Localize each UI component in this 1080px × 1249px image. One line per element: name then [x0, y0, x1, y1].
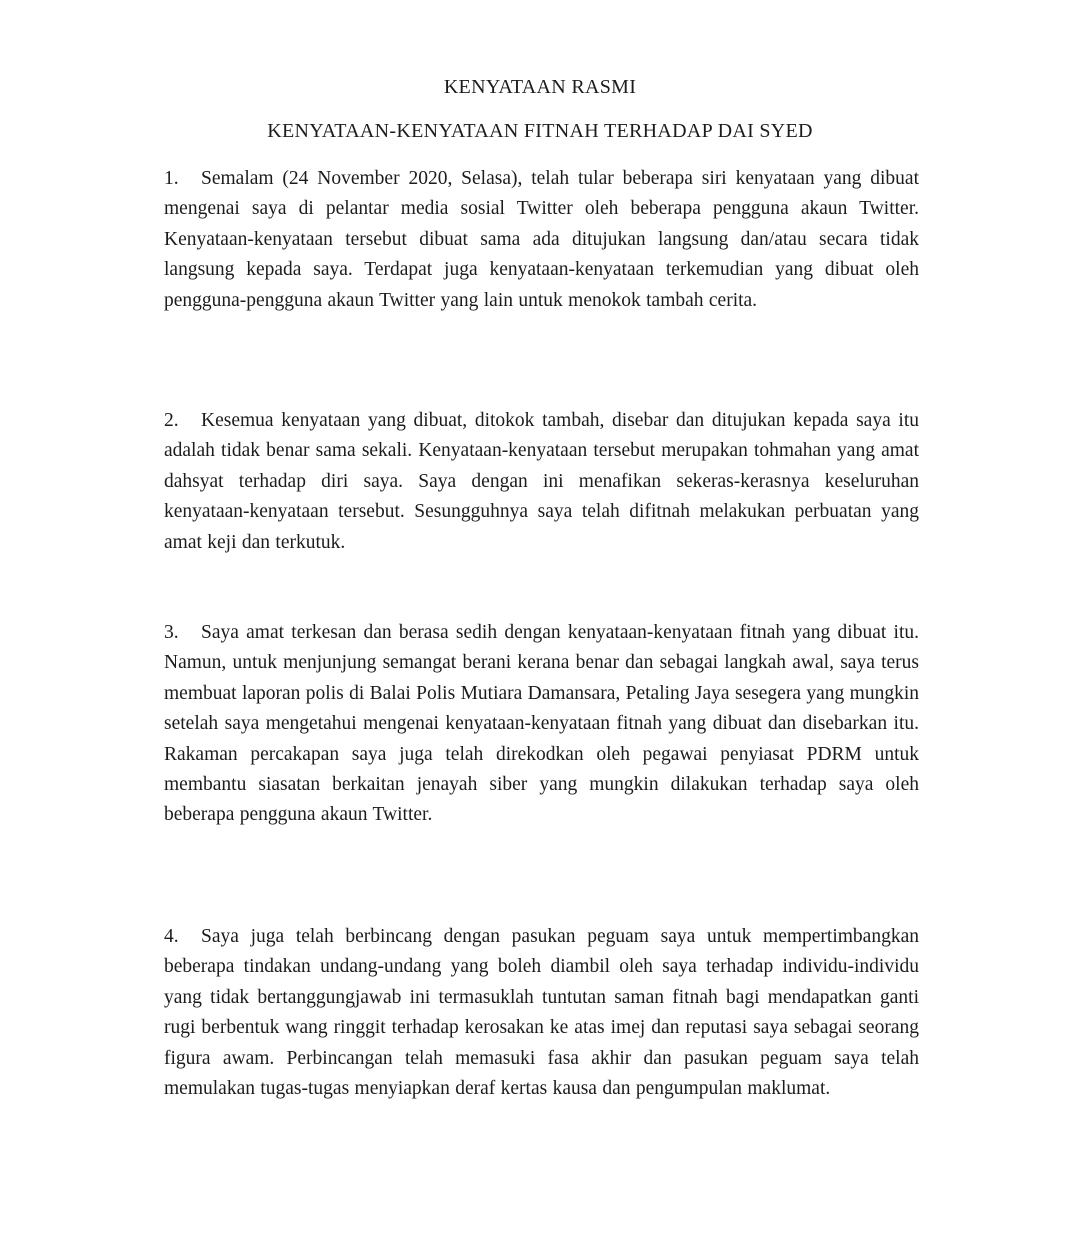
paragraph-4	[164, 922, 919, 1104]
paragraph-text: Semalam (24 November 2020, Selasa), telah tular beberapa siri kenyataan yang dibuat mengenai saya di pelantar media sosial Twitter oleh beberapa pengguna akaun Twitter. Kenyataan-kenyataan tersebut dibuat sama ada ditujukan langsung dan/atau secara tidak langsung kepada saya. Terdapat juga kenyataan-kenyataan terkemudian yang dibuat oleh pengguna-pengguna akaun Twitter yang lain untuk menokok tambah cerita.	[164, 168, 919, 311]
document-subtitle: KENYATAAN-KENYATAAN FITNAH TERHADAP DAI SYED	[267, 120, 813, 142]
document-title: KENYATAAN RASMI	[443, 76, 637, 98]
paragraph-number: 2.	[164, 410, 179, 431]
paragraph-number: 4.	[164, 926, 179, 947]
paragraph-1	[164, 164, 919, 316]
paragraph-3	[164, 618, 919, 831]
paragraph-text: Saya juga telah berbincang dengan pasukan peguam saya untuk mempertimbangkan beberapa tindakan undang-undang yang boleh diambil oleh saya terhadap individu-individu yang tidak bertanggungjawab ini termasuklah tuntutan saman fitnah bagi mendapatkan ganti rugi berbentuk wang ringgit terhadap kerosakan ke atas imej dan reputasi saya sebagai seorang figura awam. Perbincangan telah memasuki fasa akhir dan pasukan peguam saya telah memulakan tugas-tugas menyiapkan deraf kertas kausa dan pengumpulan maklumat.	[164, 926, 919, 1100]
paragraph-number: 3.	[164, 622, 179, 643]
paragraph-2	[164, 406, 919, 558]
paragraph-text: Saya amat terkesan dan berasa sedih dengan kenyataan-kenyataan fitnah yang dibuat itu. Namun, untuk menjunjung semangat berani kerana benar dan sebagai langkah awal, saya terus membuat laporan polis di Balai Polis Mutiara Damansara, Petaling Jaya sesegera yang mungkin setelah saya mengetahui mengenai kenyataan-kenyataan fitnah yang dibuat dan disebarkan itu. Rakaman percakapan saya juga telah direkodkan oleh pegawai penyiasat PDRM untuk membantu siasatan berkaitan jenayah siber yang mungkin dilakukan terhadap saya oleh beberapa pengguna akaun Twitter.	[164, 622, 919, 826]
paragraph-number: 1.	[164, 168, 179, 189]
paragraph-text: Kesemua kenyataan yang dibuat, ditokok tambah, disebar dan ditujukan kepada saya itu adalah tidak benar sama sekali. Kenyataan-kenyataan tersebut merupakan tohmahan yang amat dahsyat terhadap diri saya. Saya dengan ini menafikan sekeras-kerasnya keseluruhan kenyataan-kenyataan tersebut. Sesungguhnya saya telah difitnah melakukan perbuatan yang amat keji dan terkutuk.	[164, 410, 919, 553]
